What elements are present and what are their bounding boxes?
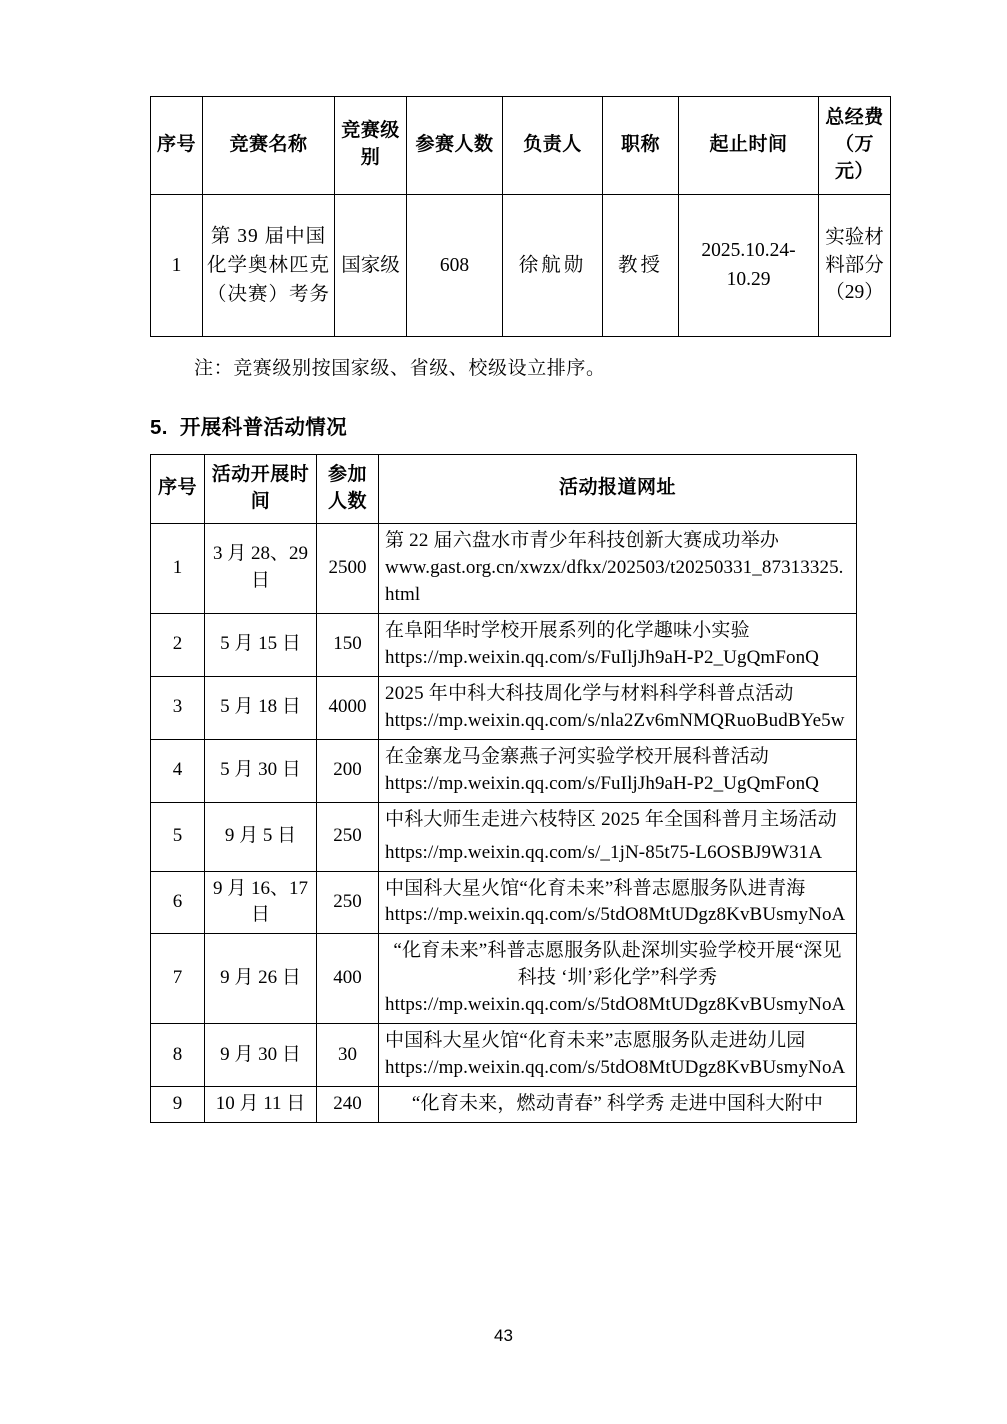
cell-people: 200 [317, 739, 379, 802]
cell-report [379, 1024, 857, 1087]
cell-competition-name: 第 39 届中国化学奥林匹克（决赛）考务 [203, 194, 335, 336]
cell-level: 国家级 [335, 194, 407, 336]
activity-url: https://mp.weixin.qq.com/s/5tdO8MtUDgz8KvBUsmyNoA [385, 904, 846, 926]
cell-report [379, 613, 857, 676]
cell-index: 5 [151, 802, 205, 871]
cell-report [379, 802, 857, 871]
cell-date: 10 月 11 日 [205, 1087, 317, 1123]
cell-date: 9 月 30 日 [205, 1024, 317, 1087]
cell-report [379, 1087, 857, 1123]
activity-title: 2025 年中科大科技周化学与材料科学科普点活动 [385, 682, 794, 704]
cell-report [379, 523, 857, 613]
cell-participants: 608 [407, 194, 503, 336]
cell-people: 250 [317, 871, 379, 934]
activity-title: “化育未来，燃动青春” 科学秀 走进中国科大附中 [411, 1093, 824, 1115]
cell-index: 1 [151, 523, 205, 613]
activity-title: 第 22 届六盘水市青少年科技创新大赛成功举办 [385, 529, 780, 551]
header-participants: 参赛人数 [407, 97, 503, 195]
cell-index: 2 [151, 613, 205, 676]
header-index: 序号 [151, 97, 203, 195]
activity-title: 中国科大星火馆“化育未来”科普志愿服务队进青海 [385, 877, 806, 899]
cell-leader: 徐航勋 [503, 194, 603, 336]
activity-title: 在阜阳华时学校开展系列的化学趣味小实验 [385, 619, 750, 641]
activities-table [150, 454, 857, 1123]
cell-index: 3 [151, 676, 205, 739]
activity-url: https://mp.weixin.qq.com/s/FuIljJh9aH-P2_UgQmFonQ [385, 646, 819, 668]
cell-report [379, 934, 857, 1024]
cell-date: 5 月 18 日 [205, 676, 317, 739]
competition-table [150, 96, 891, 337]
activity-url: https://mp.weixin.qq.com/s/_1jN-85t75-L6OSBJ9W31A [385, 841, 823, 863]
cell-index: 7 [151, 934, 205, 1024]
cell-index: 6 [151, 871, 205, 934]
header-level: 竞赛级别 [335, 97, 407, 195]
section-heading [150, 410, 857, 440]
table-row [151, 871, 857, 934]
activity-title: 中国科大星火馆“化育未来”志愿服务队走进幼儿园 [385, 1030, 806, 1052]
cell-index: 9 [151, 1087, 205, 1123]
section-title-text: 开展科普活动情况 [179, 415, 348, 439]
cell-budget: 实验材料部分（29） [819, 194, 891, 336]
activity-url: www.gast.org.cn/xwzx/dfkx/202503/t20250331_87313325.html [385, 556, 844, 605]
header-name: 竞赛名称 [203, 97, 335, 195]
cell-index: 8 [151, 1024, 205, 1087]
cell-people: 250 [317, 802, 379, 871]
cell-date: 5 月 15 日 [205, 613, 317, 676]
cell-date: 9 月 16、17 日 [205, 871, 317, 934]
activity-title: 在金寨龙马金寨燕子河实验学校开展科普活动 [385, 745, 770, 767]
table-row [151, 802, 857, 871]
table-row [151, 934, 857, 1024]
table-row [151, 523, 857, 613]
cell-people: 4000 [317, 676, 379, 739]
header-index: 序号 [151, 454, 205, 523]
cell-report [379, 676, 857, 739]
cell-academic-title: 教授 [603, 194, 679, 336]
cell-index: 1 [151, 194, 203, 336]
header-report-url: 活动报道网址 [379, 454, 857, 523]
header-title: 职称 [603, 97, 679, 195]
cell-people: 150 [317, 613, 379, 676]
table-row [151, 1024, 857, 1087]
table-row [151, 676, 857, 739]
cell-report [379, 739, 857, 802]
activity-url: https://mp.weixin.qq.com/s/FuIljJh9aH-P2_UgQmFonQ [385, 772, 819, 794]
cell-period: 2025.10.24-10.29 [679, 194, 819, 336]
activity-title: 中科大师生走进六枝特区 2025 年全国科普月主场活动 [385, 808, 837, 830]
cell-date: 5 月 30 日 [205, 739, 317, 802]
cell-date: 9 月 5 日 [205, 802, 317, 871]
table-row [151, 1087, 857, 1123]
cell-report [379, 871, 857, 934]
activity-url: https://mp.weixin.qq.com/s/nla2Zv6mNMQRuoBudBYe5w [385, 709, 845, 731]
header-leader: 负责人 [503, 97, 603, 195]
table-note: 注：竞赛级别按国家级、省级、校级设立排序。 [194, 357, 606, 379]
table-row [151, 613, 857, 676]
cell-people: 240 [317, 1087, 379, 1123]
page-number: 43 [494, 1326, 513, 1345]
cell-date: 3 月 28、29 日 [205, 523, 317, 613]
competition-table-header-row [151, 97, 891, 195]
header-period: 起止时间 [679, 97, 819, 195]
table-row [151, 739, 857, 802]
header-people: 参加人数 [317, 454, 379, 523]
cell-date: 9 月 26 日 [205, 934, 317, 1024]
cell-index: 4 [151, 739, 205, 802]
header-budget: 总经费（万元） [819, 97, 891, 195]
cell-people: 400 [317, 934, 379, 1024]
cell-people: 30 [317, 1024, 379, 1087]
header-date: 活动开展时间 [205, 454, 317, 523]
activities-table-header-row [151, 454, 857, 523]
cell-people: 2500 [317, 523, 379, 613]
section-number: 5. [150, 415, 168, 439]
activity-url: https://mp.weixin.qq.com/s/5tdO8MtUDgz8KvBUsmyNoA [385, 994, 846, 1016]
activity-url: https://mp.weixin.qq.com/s/5tdO8MtUDgz8KvBUsmyNoA [385, 1057, 846, 1079]
table-row [151, 194, 891, 336]
activity-title: “化育未来”科普志愿服务队赴深圳实验学校开展“深见科技 ‘圳’彩化学”科学秀 [393, 940, 842, 989]
